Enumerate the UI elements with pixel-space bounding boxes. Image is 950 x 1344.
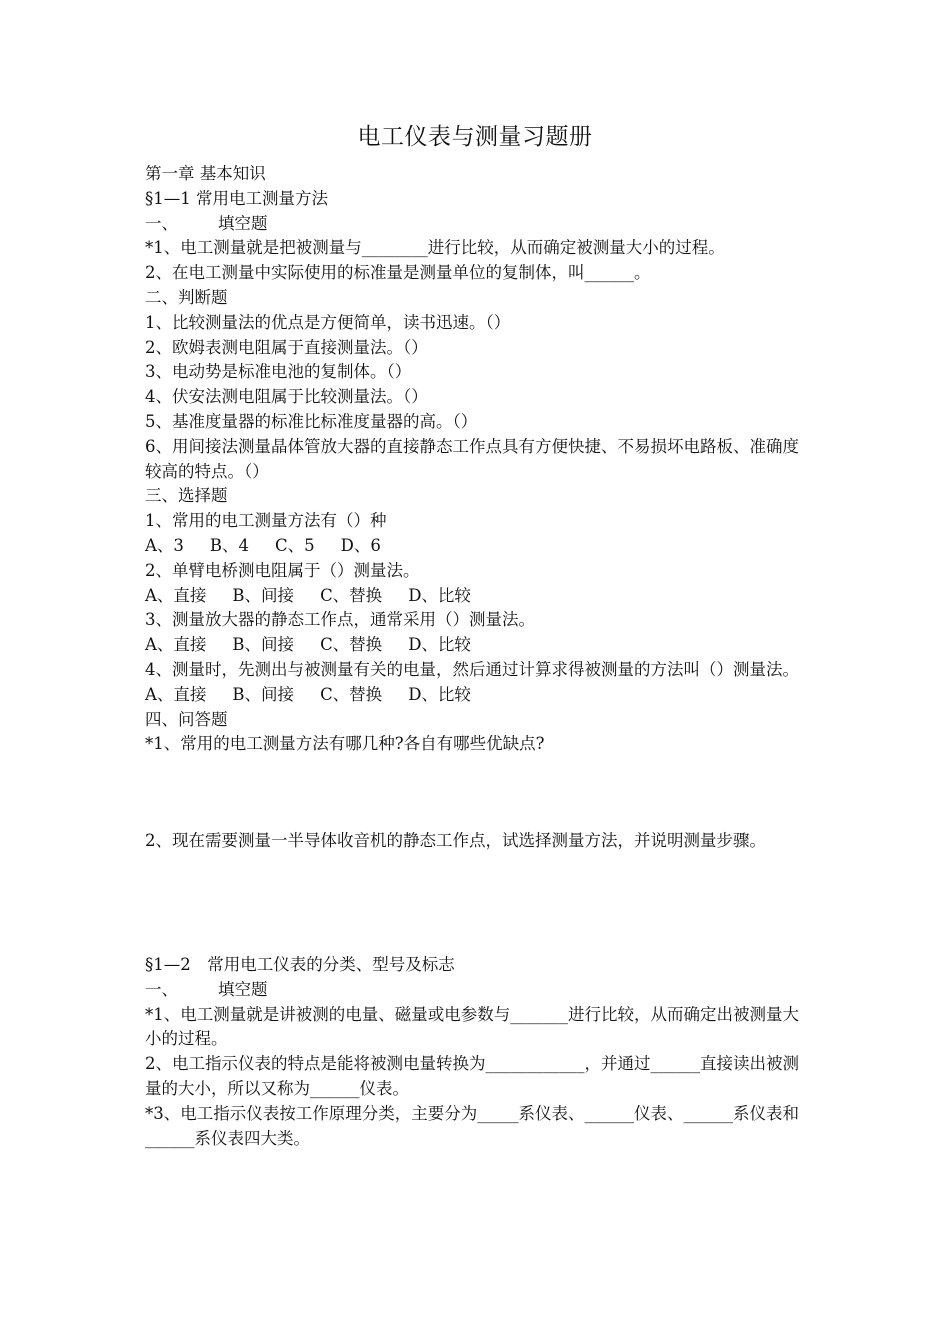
fill-heading-text: 填空题 (218, 979, 268, 999)
option: C、5 (275, 535, 315, 555)
fill-heading-num: 一、 (145, 979, 178, 999)
option: B、4 (209, 535, 250, 555)
option: D、比较 (408, 585, 471, 605)
section-heading: §1—2 常用电工仪表的分类、型号及标志 (145, 954, 455, 974)
option: D、比较 (408, 684, 471, 704)
fill-heading-num: 一、 (145, 213, 178, 233)
answer-space (145, 854, 815, 953)
document-body (145, 162, 832, 1151)
qa-heading: 四、问答题 (145, 709, 228, 729)
option: C、替换 (320, 635, 383, 655)
option: B、间接 (232, 684, 295, 704)
question: 1、比较测量法的优点是方便简单，读书迅速。（） (145, 312, 511, 332)
question: *1、常用的电工测量方法有哪几种?各自有哪些优缺点? (145, 734, 545, 754)
question: 2、现在需要测量一半导体收音机的静态工作点，试选择测量方法，并说明测量步骤。 (145, 831, 766, 851)
question: 1、常用的电工测量方法有（）种 (145, 511, 387, 531)
question: 2、电工指示仪表的特点是能将被测电量转换为____________，并通过______直接读出被测量的大小，所以又称为______仪表。 (145, 1054, 799, 1098)
option: B、间接 (232, 585, 295, 605)
question: *1、电工测量就是讲被测的电量、磁量或电参数与_______进行比较，从而确定出被测量大小的过程。 (145, 1004, 799, 1049)
answer-options (145, 584, 815, 609)
question: 2、单臂电桥测电阻属于（）测量法。 (145, 560, 420, 580)
option: C、替换 (320, 684, 383, 704)
answer-space (145, 757, 815, 829)
question: 2、在电工测量中实际使用的标准量是测量单位的复制体，叫______。 (145, 263, 651, 283)
question: 2、欧姆表测电阻属于直接测量法。（） (145, 337, 428, 357)
question: 5、基准度量器的标准比标准度量器的高。（） (145, 411, 478, 431)
question: *3、电工指示仪表按工作原理分类，主要分为_____系仪表、______仪表、______系仪表和 ______系仪表四大类。 (145, 1103, 832, 1148)
question: 6、用间接法测量晶体管放大器的直接静态工作点具有方便快捷、不易损坏电路板、准确度较高的特点。（） (145, 436, 799, 481)
page-title: 电工仪表与测量习题册 (357, 124, 593, 150)
fill-heading (145, 212, 815, 237)
question: 4、伏安法测电阻属于比较测量法。（） (145, 387, 428, 407)
fill-heading-text: 填空题 (218, 213, 268, 233)
section-heading: §1—1 常用电工测量方法 (145, 188, 328, 208)
answer-options (145, 534, 815, 559)
option: A、直接 (145, 585, 207, 605)
question: *1、电工测量就是把被测量与________进行比较，从而确定被测量大小的过程。 (145, 238, 725, 258)
chapter-heading: 第一章 基本知识 (145, 164, 266, 183)
answer-options (145, 633, 815, 658)
question: 3、测量放大器的静态工作点，通常采用（）测量法。 (145, 610, 535, 630)
option: D、6 (340, 535, 381, 555)
judge-heading: 二、判断题 (145, 287, 228, 307)
answer-options (145, 683, 815, 708)
option: A、直接 (145, 635, 207, 655)
option: D、比较 (408, 635, 471, 655)
question: 3、电动势是标准电池的复制体。（） (145, 362, 412, 382)
option: A、3 (145, 535, 184, 555)
question: 4、测量时，先测出与被测量有关的电量，然后通过计算求得被测量的方法叫（）测量法。 (145, 659, 799, 679)
option: B、间接 (232, 635, 295, 655)
choice-heading: 三、选择题 (145, 486, 228, 506)
option: A、直接 (145, 684, 207, 704)
fill-heading (145, 978, 815, 1003)
option: C、替换 (320, 585, 383, 605)
